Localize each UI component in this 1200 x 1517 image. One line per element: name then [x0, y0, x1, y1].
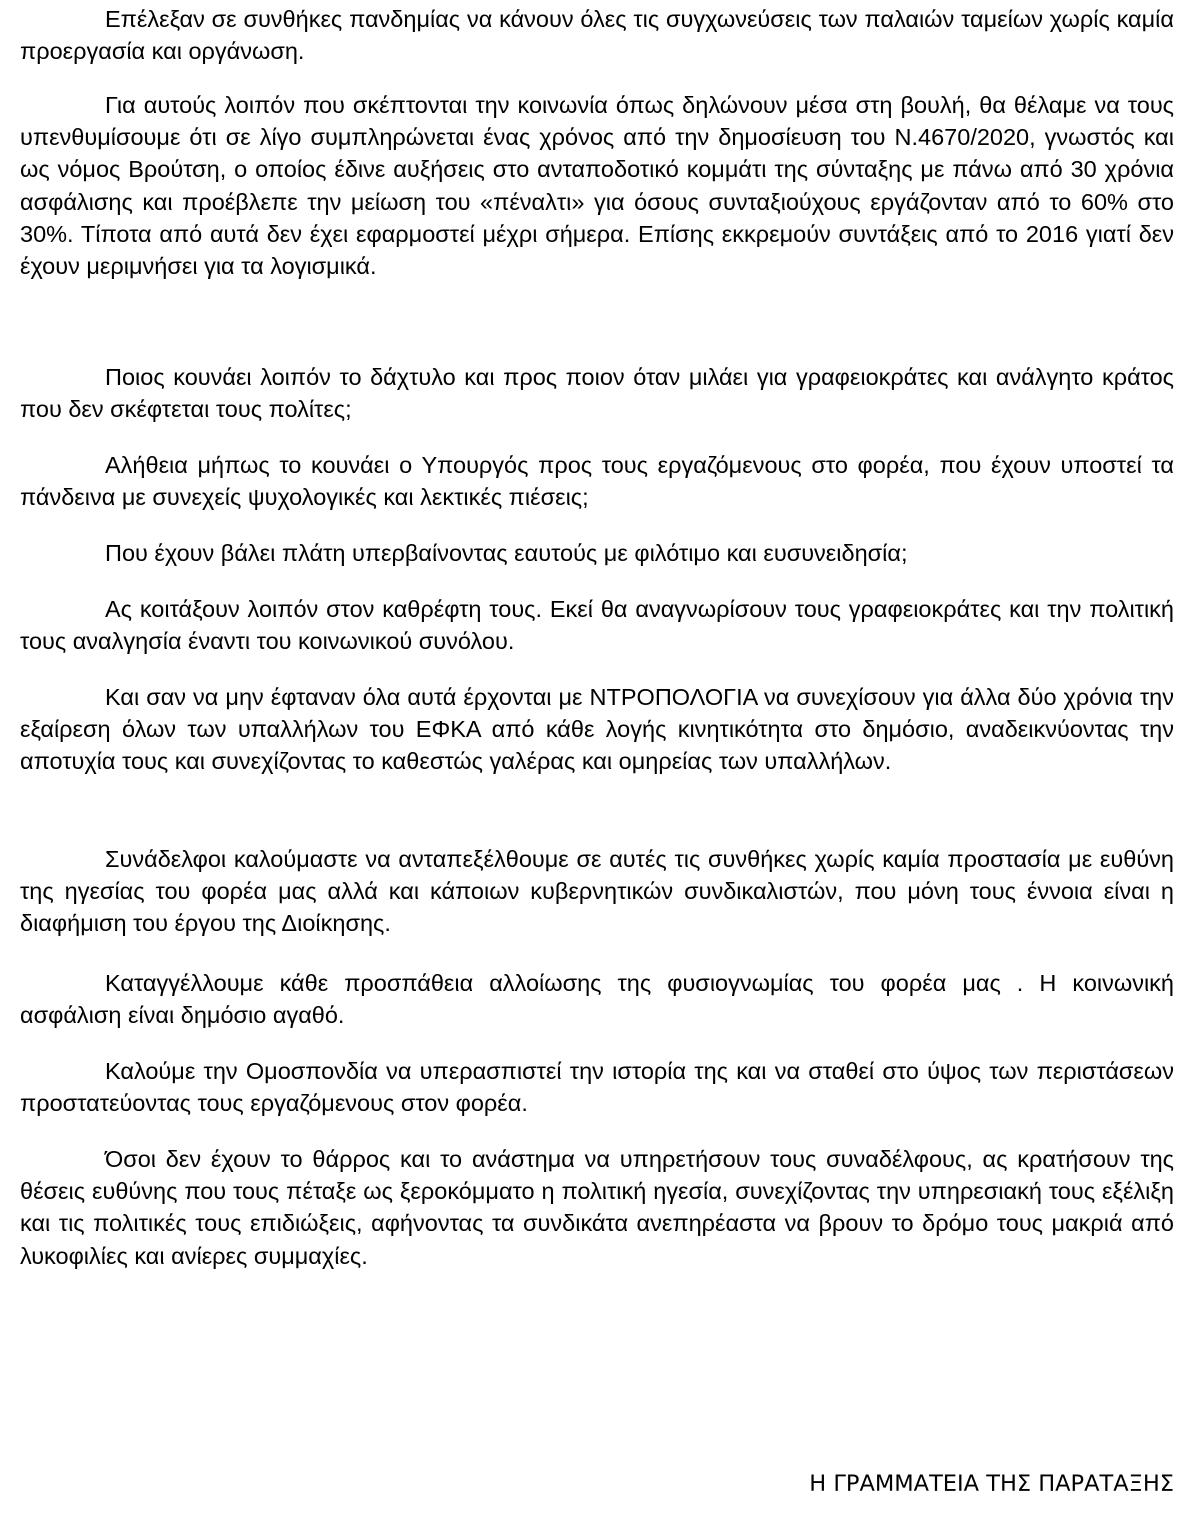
signature: Η ΓΡΑΜΜΑΤΕΙΑ ΤΗΣ ΠΑΡΑΤΑΞΗΣ [809, 1471, 1174, 1497]
paragraph: Και σαν να μην έφταναν όλα αυτά έρχονται με ΝΤΡΟΠΟΛΟΓΙΑ να συνεχίσουν για άλλα δύο χρόνια την εξαίρεση όλων των υπαλλήλων του ΕΦΚΑ από κάθε λογής κινητικότητα στο δημόσιο, αναδεικνύοντας την αποτυχία τους και συνεχίζοντας το καθεστώς γαλέρας και ομηρείας των υπαλλήλων. [20, 684, 1174, 775]
paragraph: Ποιος κουνάει λοιπόν το δάχτυλο και προς ποιον όταν μιλάει για γραφειοκράτες και ανάλγητο κράτος που δεν σκέφτεται τους πολίτες; [20, 364, 1174, 423]
paragraph: Αλήθεια μήπως το κουνάει ο Υπουργός προς τους εργαζόμενους στο φορέα, που έχουν υποστεί τα πάνδεινα με συνεχείς ψυχολογικές και λεκτικές πιέσεις; [20, 452, 1174, 511]
document-page [20, 0, 1174, 1517]
paragraph: Που έχουν βάλει πλάτη υπερβαίνοντας εαυτούς με φιλότιμο και ευσυνειδησία; [105, 540, 908, 566]
paragraph: Καλούμε την Ομοσπονδία να υπερασπιστεί την ιστορία της και να σταθεί στο ύψος των περιστάσεων προστατεύοντας τους εργαζόμενους στον φορέα. [20, 1058, 1174, 1117]
paragraph: Καταγγέλλουμε κάθε προσπάθεια αλλοίωσης της φυσιογνωμίας του φορέα μας . Η κοινωνική ασφάλιση είναι δημόσιο αγαθό. [20, 970, 1174, 1029]
paragraph: Για αυτούς λοιπόν που σκέπτονται την κοινωνία όπως δηλώνουν μέσα στη βουλή, θα θέλαμε να τους υπενθυμίσουμε ότι σε λίγο συμπληρώνεται ένας χρόνος από την δημοσίευση του Ν.4670/2020, γνωστός και ως νόμος Βρούτση, ο οποίος έδινε αυξήσεις στο ανταποδοτικό κομμάτι της σύνταξης με πάνω από 30 χρόνια ασφάλισης και προέβλεπε την μείωση του «πέναλτι» για όσους συνταξιούχους εργάζονταν από το 60% στο 30%. Τίποτα από αυτά δεν έχει εφαρμοστεί μέχρι σήμερα. Επίσης εκκρεμούν συντάξεις από το 2016 γιατί δεν έχουν μεριμνήσει για τα λογισμικά. [20, 92, 1174, 280]
paragraph: Όσοι δεν έχουν το θάρρος και το ανάστημα να υπηρετήσουν τους συναδέλφους, ας κρατήσουν της θέσεις ευθύνης που τους πέταξε ως ξεροκόμματο η πολιτική ηγεσία, συνεχίζοντας την υπηρεσιακή τους εξέλιξη και τις πολιτικές τους επιδιώξεις, αφήνοντας τα συνδικάτα ανεπηρέαστα να βρουν το δρόμο τους μακριά από λυκοφιλίες και ανίερες συμμαχίες. [20, 1146, 1174, 1269]
paragraph: Επέλεξαν σε συνθήκες πανδημίας να κάνουν όλες τις συγχωνεύσεις των παλαιών ταμείων χωρίς καμία προεργασία και οργάνωση. [20, 6, 1174, 65]
paragraph: Ας κοιτάξουν λοιπόν στον καθρέφτη τους. Εκεί θα αναγνωρίσουν τους γραφειοκράτες και την πολιτική τους αναλγησία έναντι του κοινωνικού συνόλου. [20, 596, 1174, 655]
paragraph: Συνάδελφοι καλούμαστε να ανταπεξέλθουμε σε αυτές τις συνθήκες χωρίς καμία προστασία με ευθύνη της ηγεσίας του φορέα μας αλλά και κάποιων κυβερνητικών συνδικαλιστών, που μόνη τους έννοια είναι η διαφήμιση του έργου της Διοίκησης. [20, 846, 1174, 937]
